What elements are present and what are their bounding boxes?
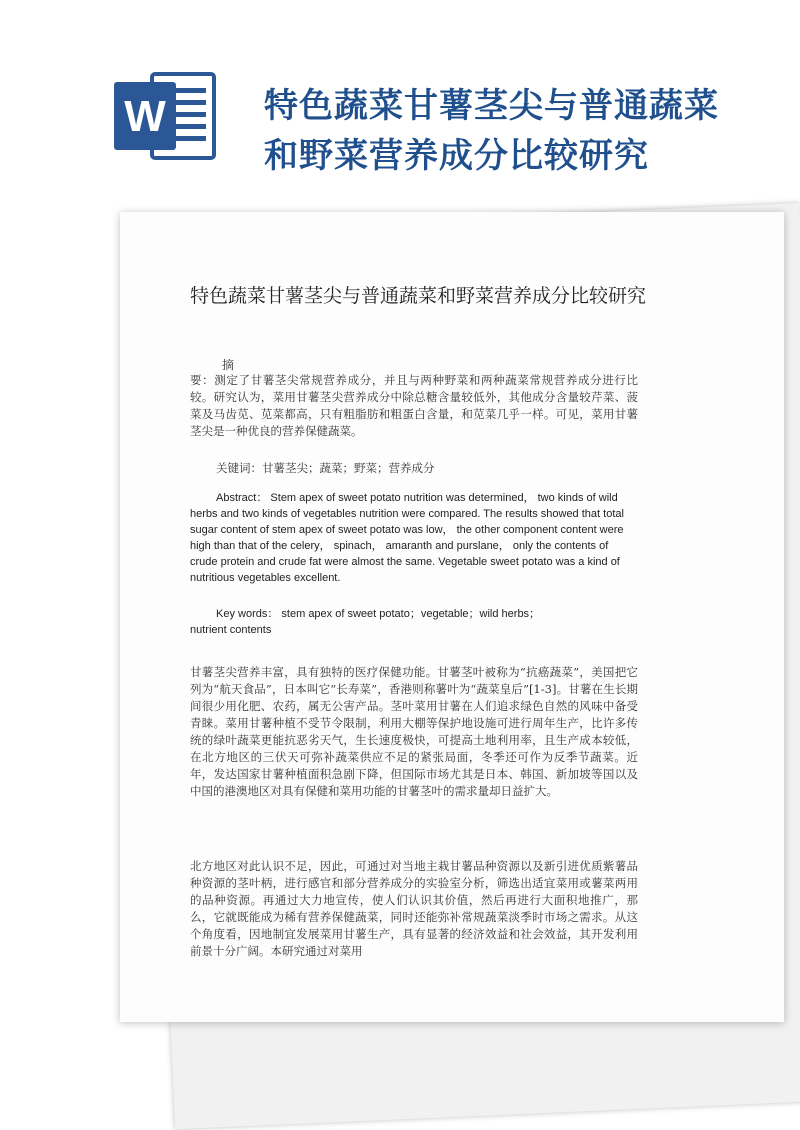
header-banner xyxy=(0,0,800,200)
keywords-english-label: Key words： xyxy=(216,608,279,620)
keywords-chinese-label: 关键词： xyxy=(216,461,262,475)
keywords-chinese-row xyxy=(190,460,638,477)
abstract-label: 摘 xyxy=(222,358,235,372)
abstract-english-block xyxy=(190,490,638,586)
keywords-chinese: 甘薯茎尖；蔬菜；野菜；营养成分 xyxy=(262,461,435,475)
abstract-english: Stem apex of sweet potato nutrition was determined， two kinds of wild herbs and two kinds of vegetables nutrition were compared. The results showed that total sugar content of stem apex of sweet potato was low， the other component content were high than that of the celery， spinach， amaranth and purslane， only the contents of crude protein and crude fat were almost the same. Vegetable sweet potato was a kind of nutritious vegetables excellent. xyxy=(190,492,624,584)
keywords-english: stem apex of sweet potato；vegetable；wild herbs；nutrient contents xyxy=(190,608,541,636)
abstract-chinese: 要：测定了甘薯茎尖常规营养成分，并且与两种野菜和两种蔬菜常规营养成分进行比较。研究认为，菜用甘薯茎尖营养成分中除总糖含量较低外，其他成分含量较芹菜、菠菜及马齿苋、苋菜都高，只有粗脂肪和粗蛋白含量，和苋菜几乎一样。可见，菜用甘薯茎尖是一种优良的营养保健蔬菜。 xyxy=(190,373,638,438)
word-icon-letter: W xyxy=(124,92,166,141)
word-document-icon xyxy=(112,68,220,164)
body-paragraph-1: 甘薯茎尖营养丰富，具有独特的医疗保健功能。甘薯茎叶被称为“抗癌蔬菜”，美国把它列为“航天食品”，日本叫它“长寿菜”，香港则称薯叶为“蔬菜皇后”[1-3]。甘薯在生长期间很少用化肥、农药，属无公害产品。茎叶菜用甘薯在人们追求绿色自然的风味中备受青睐。菜用甘薯种植不受节令限制，利用大棚等保护地设施可进行周年生产，比许多传统的绿叶蔬菜更能抗恶劣天气，生长速度极快，可提高土地利用率，且生产成本较低，在北方地区的三伏天可弥补蔬菜供应不足的紧张局面，冬季还可作为反季节蔬菜。近年，发达国家甘薯种植面积急剧下降，但国际市场尤其是日本、韩国、新加坡等国以及中国的港澳地区对具有保健和菜用功能的甘薯茎叶的需求量却日益扩大。 xyxy=(190,665,638,798)
banner-title-line1: 特色蔬菜甘薯茎尖与普通蔬菜 xyxy=(264,86,719,126)
abstract-english-label: Abstract： xyxy=(216,492,268,504)
document-title: 特色蔬菜甘薯茎尖与普通蔬菜和野菜营养成分比较研究 xyxy=(190,285,647,307)
body-paragraph-2: 北方地区对此认识不足，因此，可通过对当地主栽甘薯品种资源以及新引进优质紫薯品种资源的茎叶柄，进行感官和部分营养成分的实验室分析，筛选出适宜菜用或薯菜两用的品种资源。再通过大力地宣传，使人们认识其价值，然后再进行大面积地推广，那么，它就既能成为稀有营养保健蔬菜，同时还能弥补常规蔬菜淡季时市场之需求。从这个角度看，因地制宜发展菜用甘薯生产，具有显著的经济效益和社会效益，其开发利用前景十分广阔。本研究通过对菜用 xyxy=(190,859,638,958)
keywords-english-block xyxy=(190,606,570,638)
banner-title-line2: 和野菜营养成分比较研究 xyxy=(264,136,649,176)
